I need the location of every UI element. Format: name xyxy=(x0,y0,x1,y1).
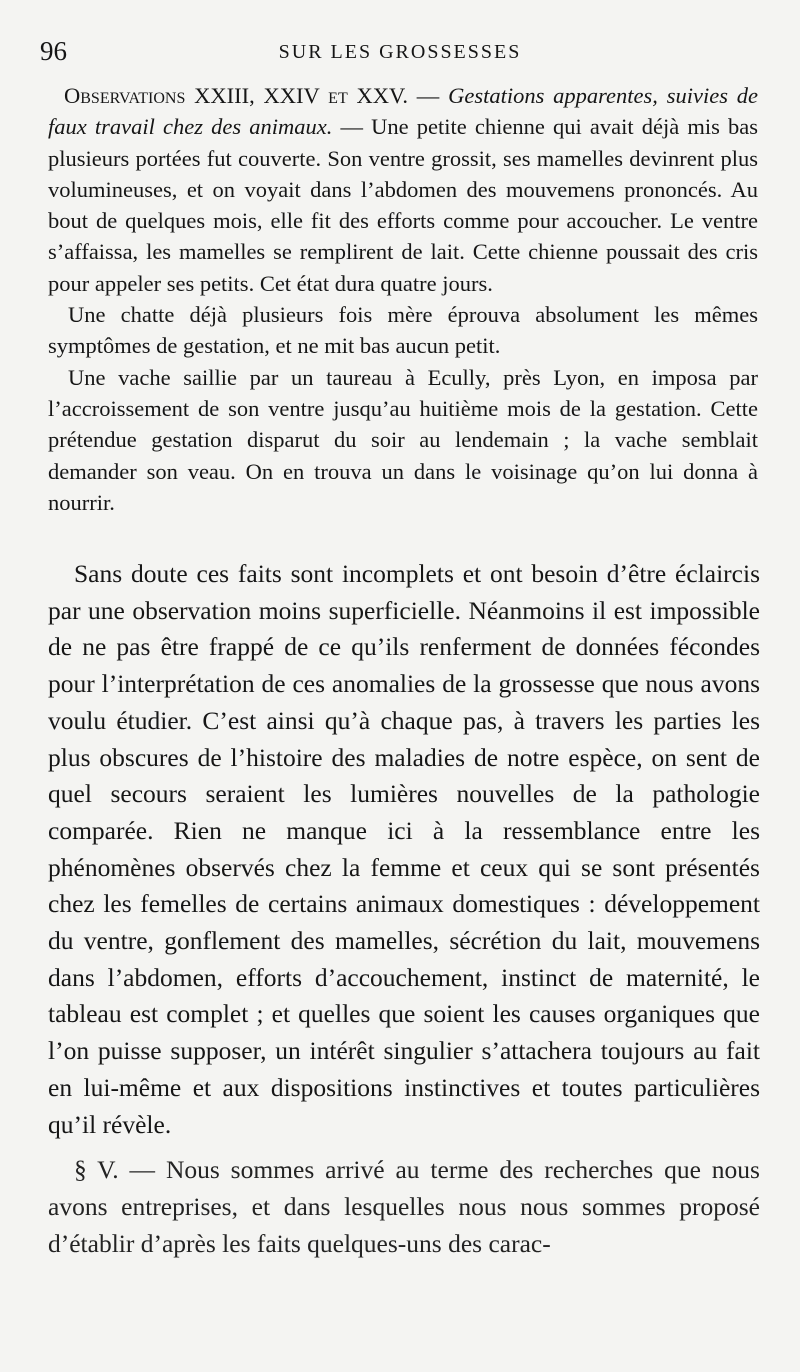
observation-heading: Observations XXIII, XXIV et XXV. xyxy=(64,83,408,108)
body-paragraph: Sans doute ces faits sont incomplets et ont besoin d’être éclaircis par une observation moins superficielle. Néanmoins il est impossible de ne pas être frappé de ce qu’ils renferment de données fécondes pour l’interprétation de ces anomalies de la grossesse que nous avons voulu étudier. C’est ainsi qu’à chaque pas, à travers les parties les plus obscures de l’histoire des maladies de notre espèce, on sent de quel secours seraient les lumières nouvelles de la pathologie comparée. Rien ne manque ici à la ressemblance entre les phénomènes observés chez la femme et ceux qui se sont présentés chez les femelles de certains animaux domestiques : développement du ventre, gonflement des mamelles, sécrétion du lait, mouvemens dans l’abdomen, efforts d’accouchement, instinct de maternité, le tableau est complet ; et quelles que soient les causes organiques que l’on puisse supposer, un intérêt singulier s’attachera toujours au fait en lui-même et aux dispositions instinctives et toutes particulières qu’il révèle. xyxy=(48,559,760,1139)
section-paragraph: § V. — Nous sommes arrivé au terme des recherches que nous avons entreprises, et dans lesquelles nous nous sommes proposé d’établir d’après les faits quelques-uns des carac- xyxy=(48,1155,760,1258)
page-number: 96 xyxy=(40,36,67,66)
observation-heading-italic: Gestations apparentes, suivies de faux travail chez des animaux. xyxy=(48,83,758,140)
running-title: SUR LES GROSSESSES xyxy=(278,41,522,63)
heading-dash: — xyxy=(408,83,449,108)
page-header xyxy=(40,36,760,72)
observation-paragraph: Une vache saillie par un taureau à Ecully, près Lyon, en imposa par l’accroissement de son ventre jusqu’au huitième mois de la gestation. Cette prétendue gestation disparut du soir au lendemain ; la vache semblait demander son veau. On en trouva un dans le voisinage qu’on lui donna à nourrir. xyxy=(48,364,758,515)
body-text xyxy=(48,556,760,1262)
observation-paragraph: Une chatte déjà plusieurs fois mère éprouva absolument les mêmes symptômes de gestation, et ne mit bas aucun petit. xyxy=(48,302,758,359)
observations-block xyxy=(48,80,758,518)
observation-paragraph xyxy=(48,80,758,299)
observation-text: — Une petite chienne qui avait déjà mis bas plusieurs portées fut couverte. Son ventre grossit, ses mamelles devinrent plus volumineuses, et on voyait dans l’abdomen des mouvemens prononcés. Au bout de quelques mois, elle fit des efforts comme pour accoucher. Le ventre s’affaissa, les mamelles se remplirent de lait. Cette chienne poussait des cris pour appeler ses petits. Cet état dura quatre jours. xyxy=(48,114,758,296)
